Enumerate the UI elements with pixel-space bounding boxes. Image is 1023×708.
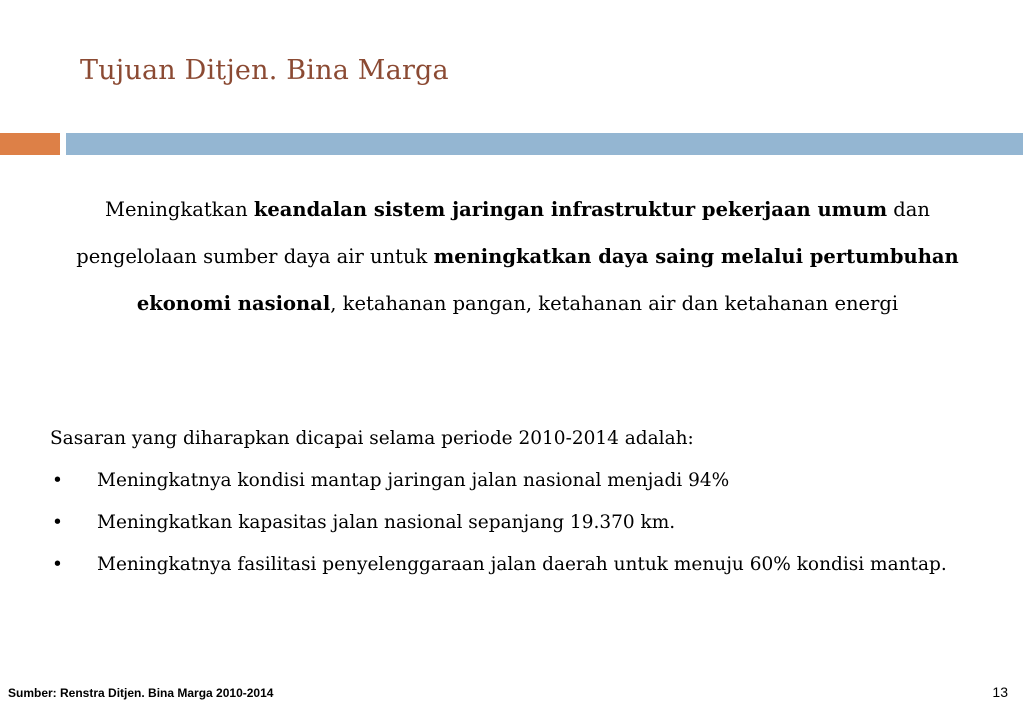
accent-bar-blue bbox=[66, 133, 1023, 155]
slide-title: Tujuan Ditjen. Bina Marga bbox=[80, 55, 449, 86]
goal-statement bbox=[60, 186, 975, 327]
page-number: 13 bbox=[992, 684, 1008, 700]
target-item-text: Meningkatkan kapasitas jalan nasional sepanjang 19.370 km. bbox=[97, 512, 676, 533]
target-item bbox=[50, 544, 988, 586]
goal-text-part-2: dan pengelolaan sumber daya air untuk bbox=[76, 198, 930, 268]
targets-section bbox=[50, 418, 988, 586]
goal-bold-text-2: meningkatkan daya saing melalui pertumbuhan ekonomi nasional bbox=[136, 245, 959, 315]
goal-text-part-3: , ketahanan pangan, ketahanan air dan ketahanan energi bbox=[330, 292, 899, 315]
bullet-icon: • bbox=[52, 554, 63, 575]
target-item-text: Meningkatnya kondisi mantap jaringan jalan nasional menjadi 94% bbox=[97, 470, 730, 491]
goal-bold-text-1: keandalan sistem jaringan infrastruktur pekerjaan umum bbox=[253, 198, 888, 221]
source-note: Sumber: Renstra Ditjen. Bina Marga 2010-2014 bbox=[8, 686, 274, 700]
target-item bbox=[50, 460, 988, 502]
goal-text-part-1: Meningkatkan bbox=[105, 198, 254, 221]
targets-intro: Sasaran yang diharapkan dicapai selama periode 2010-2014 adalah: bbox=[50, 428, 694, 449]
bullet-icon: • bbox=[52, 512, 63, 533]
target-item bbox=[50, 502, 988, 544]
target-item-text: Meningkatnya fasilitasi penyelenggaraan jalan daerah untuk menuju 60% kondisi mantap. bbox=[97, 554, 947, 575]
bullet-icon: • bbox=[52, 470, 63, 491]
accent-bar-orange bbox=[0, 133, 60, 155]
